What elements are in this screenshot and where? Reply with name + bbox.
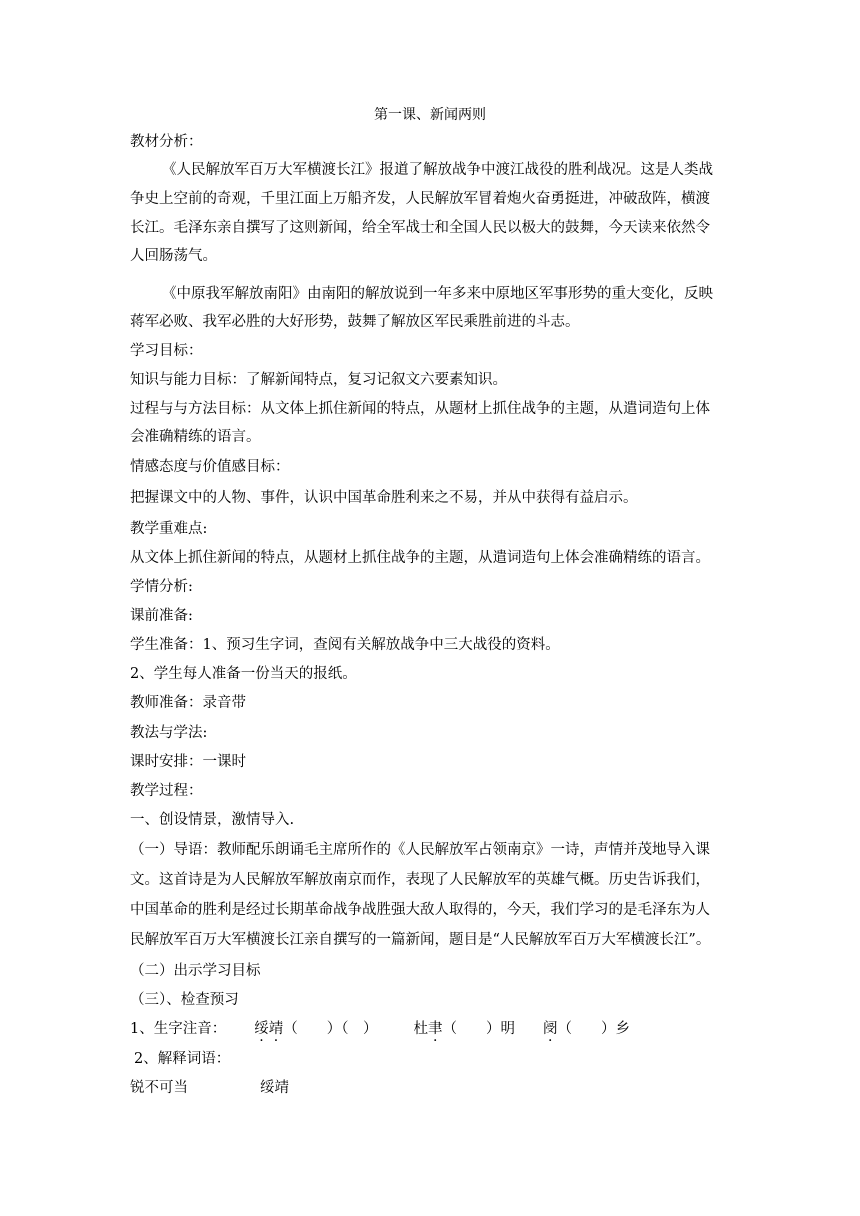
paragraph-line: 把握课文中的人物、事件，认识中国革命胜利来之不易，并从中获得有益启示。 [130,490,638,506]
paragraph-line: 争史上空前的奇观，千里江面上万船齐发，人民解放军冒着炮火奋勇挺进，冲破敌阵，横渡 [130,191,710,207]
paragraph-line: 会准确精练的语言。 [130,429,261,445]
char-sui: 绥 [254,1021,269,1037]
char-jing: 靖 [268,1021,284,1037]
heading-key-points: 教学重难点: [130,521,208,537]
term-1: 锐不可当 [130,1080,188,1096]
paragraph-line: 教师准备：录音带 [130,695,246,711]
paragraph-line: 人回肠荡气。 [130,248,217,264]
paragraph-line: 2、学生每人准备一份当天的报纸。 [130,666,357,682]
paragraph-line: 课时安排：一课时 [130,754,246,770]
page-title: 第一课、新闻两则 [374,107,486,123]
paragraph-line: 一、创设情景，激情导入. [130,812,295,828]
paragraph-line: 文。这首诗是为人民解放军解放南京而作，表现了人民解放军的英雄气概。历史告诉我们， [130,872,710,888]
heading-preparation: 课前准备: [130,608,193,624]
paragraph-line: 蒋军必败、我军必胜的大好形势，鼓舞了解放区军民乘胜前进的斗志。 [130,314,580,330]
paragraph-line: 过程与与方法目标：从文体上抓住新闻的特点，从题材上抓住战争的主题，从遣词造句上体 [130,401,710,417]
char-yu: 聿 [427,1021,443,1037]
blanks-1: （ ）（ ） [283,1021,378,1037]
paragraph-line: 学生准备：1、预习生字词，查阅有关解放战争中三大战役的资料。 [130,637,560,653]
blanks-3: （ ）乡 [557,1021,630,1037]
heading-student-analysis: 学情分析: [130,579,193,595]
paragraph-line: （二）出示学习目标 [130,963,261,979]
paragraph-line: 《人民解放军百万大军横渡长江》报道了解放战争中渡江战役的胜利战况。这是人类战 [162,162,713,178]
paragraph-line: 民解放军百万大军横渡长江亲自撰写的一篇新闻，题目是“人民解放军百万大军横渡长江”。 [130,932,711,948]
heading-textbook-analysis: 教材分析： [130,134,203,150]
paragraph-line: 知识与能力目标：了解新闻特点，复习记叙文六要素知识。 [130,372,507,388]
paragraph-line: （三）、检查预习 [130,992,239,1008]
paragraph-line: 《中原我军解放南阳》由南阳的解放说到一年多来中原地区军事形势的重大变化，反映 [162,286,713,302]
char-wen: 阌 [542,1021,558,1037]
char-du: 杜 [413,1021,428,1037]
paragraph-line: 长江。毛泽东亲自撰写了这则新闻，给全军战士和全国人民以极大的鼓舞，今天读来依然令 [130,220,710,236]
paragraph-line: 情感态度与价值感目标： [130,459,290,475]
explain-terms-label: 2、解释词语： [134,1051,231,1067]
heading-methods: 教法与学法: [130,725,208,741]
paragraph-line: （一）导语：教师配乐朗诵毛主席所作的《人民解放军占领南京》一诗，声情并茂地导入课 [130,842,710,858]
blanks-2: （ ）明 [442,1021,515,1037]
pinyin-label: 1、生字注音： [130,1021,227,1037]
pinyin-exercise-row [130,1019,630,1039]
heading-teaching-process: 教学过程： [130,783,203,799]
heading-learning-goals: 学习目标： [130,343,203,359]
paragraph-line: 中国革命的胜利是经过长期革命战争战胜强大敌人取得的，今天，我们学习的是毛泽东为人 [130,902,710,918]
paragraph-line: 从文体上抓住新闻的特点，从题材上抓住战争的主题，从遣词造句上体会准确精练的语言。 [130,550,710,566]
term-2: 绥靖 [260,1080,289,1096]
